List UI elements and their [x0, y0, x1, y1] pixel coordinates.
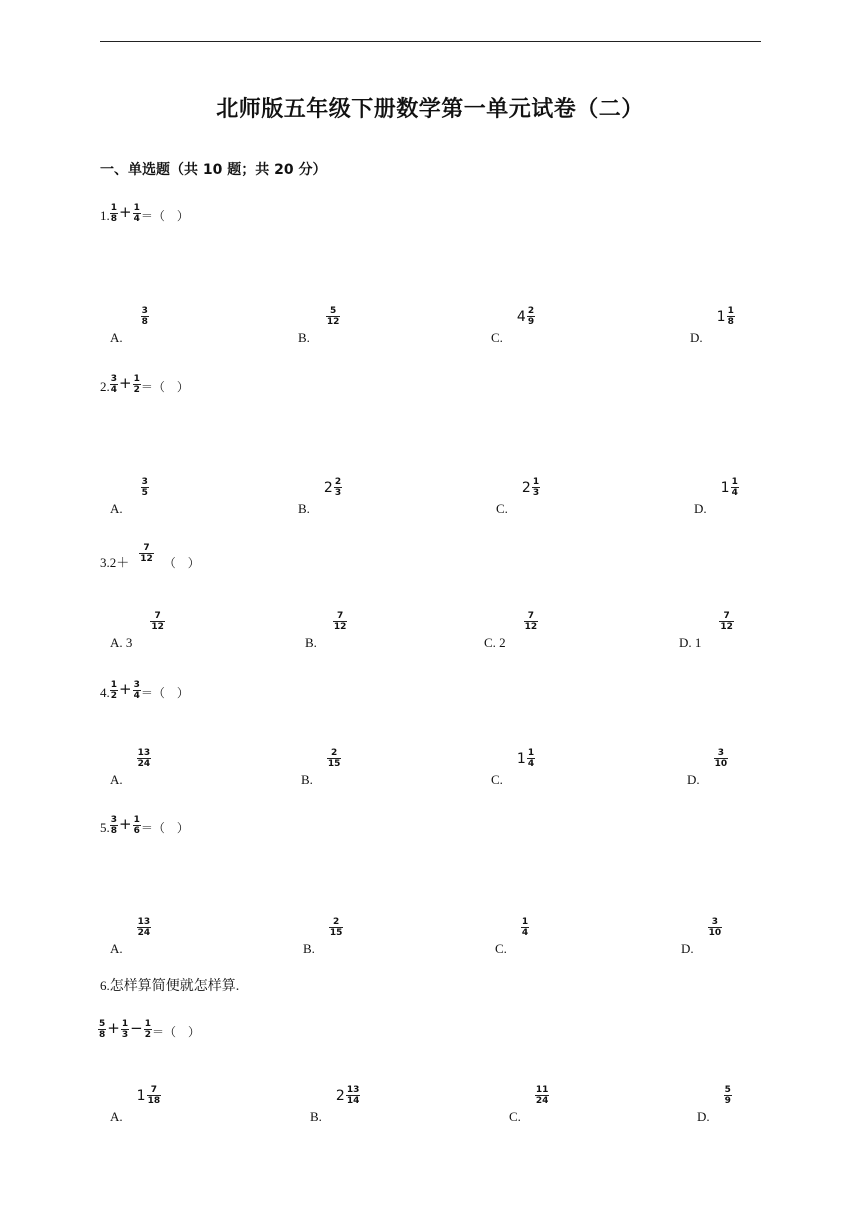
option-fraction: $\frac{1}{8}$ [727, 306, 734, 327]
option-fraction: $\frac{3}{10}$ [714, 748, 728, 769]
fraction: $\frac{1}{2}$ [133, 374, 140, 395]
answer-blank: ＝（ ） [140, 380, 189, 394]
option-d[interactable]: $_{D.}$ $\frac{3}{10}$ [687, 748, 728, 788]
option-b[interactable]: $_{B.}$ $\frac{7}{12}$ [305, 611, 347, 651]
fraction: $\frac{1}{6}$ [133, 815, 140, 836]
option-b[interactable]: $_{B.}$ $\frac{5}{12}$ [298, 306, 340, 346]
option-c[interactable]: $_{C.}$4 $\frac{2}{9}$ [491, 306, 535, 346]
question-number: 2. [100, 379, 110, 394]
option-d[interactable]: $_{D. 1}$ $\frac{7}{12}$ [679, 611, 733, 651]
answer-blank: （ ） [163, 556, 200, 570]
option-c[interactable]: $_{C.}$ $\frac{11}{24}$ [509, 1085, 549, 1125]
fraction: $\frac{5}{8}$ [99, 1019, 106, 1040]
question-4: 4. $\frac{1}{2}$ + $\frac{3}{4}$ ＝（ ） [100, 680, 189, 701]
answer-blank: ＝（ ） [140, 209, 189, 223]
fraction: $\frac{1}{2}$ [110, 680, 118, 701]
fraction: $\frac{1}{3}$ [121, 1019, 129, 1040]
option-b[interactable]: $_{B.}$ $\frac{2}{15}$ [301, 748, 341, 788]
option-fraction: $\frac{7}{12}$ [720, 611, 733, 632]
option-fraction: $\frac{7}{12}$ [333, 611, 347, 632]
page-title: 北师版五年级下册数学第一单元试卷（二） [216, 97, 644, 122]
option-b[interactable]: $_{B.}$2 $\frac{13}{14}$ [310, 1085, 360, 1125]
header-rule [100, 41, 761, 42]
fraction: $\frac{1}{8}$ [110, 203, 118, 224]
option-a[interactable]: $_{A.}$ $\frac{3}{5}$ [110, 477, 148, 517]
option-fraction: $\frac{1}{3}$ [532, 477, 540, 498]
option-a[interactable]: $_{A.}$1 $\frac{7}{18}$ [110, 1085, 161, 1125]
fraction: $\frac{1}{2}$ [144, 1019, 151, 1040]
question-2: 2. $\frac{3}{4}$ + $\frac{1}{2}$ ＝（ ） [100, 374, 189, 395]
option-c[interactable]: $_{C. 2}$ $\frac{7}{12}$ [484, 611, 538, 651]
option-fraction: $\frac{13}{24}$ [137, 917, 151, 938]
option-fraction: $\frac{11}{24}$ [535, 1085, 549, 1106]
option-fraction: $\frac{2}{15}$ [329, 917, 343, 938]
fraction: $\frac{3}{4}$ [110, 374, 118, 395]
option-fraction: $\frac{7}{18}$ [147, 1085, 161, 1106]
option-d[interactable]: $_{D.}$ $\frac{3}{10}$ [681, 917, 722, 957]
option-fraction: $\frac{13}{24}$ [137, 748, 151, 769]
option-d[interactable]: $_{D.}$1 $\frac{1}{4}$ [694, 477, 738, 517]
option-a[interactable]: $_{A.}$ $\frac{13}{24}$ [110, 748, 151, 788]
section-heading: 一、单选题（共 10 题；共 20 分） [100, 162, 327, 178]
option-a[interactable]: $_{A.}$ $\frac{13}{24}$ [110, 917, 151, 957]
option-a[interactable]: $_{A. 3}$ $\frac{7}{12}$ [110, 611, 164, 651]
option-fraction: $\frac{3}{8}$ [141, 306, 148, 327]
option-fraction: $\frac{3}{10}$ [708, 917, 722, 938]
option-c[interactable]: $_{C.}$1 $\frac{1}{4}$ [491, 748, 535, 788]
option-c[interactable]: $_{C.}$ $\frac{1}{4}$ [495, 917, 529, 957]
question-6-expression: $\frac{5}{8}$ + $\frac{1}{3}$ − $\frac{1}{2}$ ＝（ ） [99, 1019, 200, 1040]
question-number: 6. [100, 978, 110, 993]
option-d[interactable]: $_{D.}$1 $\frac{1}{8}$ [690, 306, 734, 346]
option-a[interactable]: $_{A.}$ $\frac{3}{8}$ [110, 306, 148, 346]
option-fraction: $\frac{7}{12}$ [524, 611, 538, 632]
fraction: $\frac{3}{8}$ [110, 815, 118, 836]
option-fraction: $\frac{2}{15}$ [327, 748, 341, 769]
answer-blank: ＝（ ） [140, 686, 189, 700]
question-3: 3.2＋ $\frac{7}{12}$ （ ） [100, 543, 200, 570]
option-fraction: $\frac{2}{3}$ [334, 477, 342, 498]
question-5: 5. $\frac{3}{8}$ + $\frac{1}{6}$ ＝（ ） [100, 815, 189, 836]
answer-blank: ＝（ ） [151, 1025, 200, 1039]
question-number: 4. [100, 685, 110, 700]
option-fraction: $\frac{2}{9}$ [527, 306, 535, 327]
option-b[interactable]: $_{B.}$ $\frac{2}{15}$ [303, 917, 343, 957]
fraction: $\frac{7}{12}$ [140, 543, 153, 564]
answer-blank: ＝（ ） [140, 821, 189, 835]
question-number: 3. [100, 555, 110, 570]
option-c[interactable]: $_{C.}$2 $\frac{1}{3}$ [496, 477, 540, 517]
fraction: $\frac{3}{4}$ [133, 680, 140, 701]
option-fraction: $\frac{3}{5}$ [141, 477, 148, 498]
option-fraction: $\frac{1}{4}$ [521, 917, 529, 938]
fraction: $\frac{1}{4}$ [133, 203, 140, 224]
option-fraction: $\frac{1}{4}$ [527, 748, 535, 769]
option-fraction: $\frac{7}{12}$ [151, 611, 164, 632]
option-fraction: $\frac{5}{12}$ [326, 306, 340, 327]
question-number: 1. [100, 208, 110, 223]
question-number: 5. [100, 820, 110, 835]
question-6-intro: 6.怎样算简便就怎样算. [100, 978, 240, 994]
option-fraction: $\frac{13}{14}$ [346, 1085, 360, 1106]
option-d[interactable]: $_{D.}$ $\frac{5}{9}$ [697, 1085, 731, 1125]
option-b[interactable]: $_{B.}$2 $\frac{2}{3}$ [298, 477, 342, 517]
question-1: 1. $\frac{1}{8}$ + $\frac{1}{4}$ ＝（ ） [100, 203, 189, 224]
option-fraction: $\frac{5}{9}$ [724, 1085, 731, 1106]
option-fraction: $\frac{1}{4}$ [731, 477, 738, 498]
